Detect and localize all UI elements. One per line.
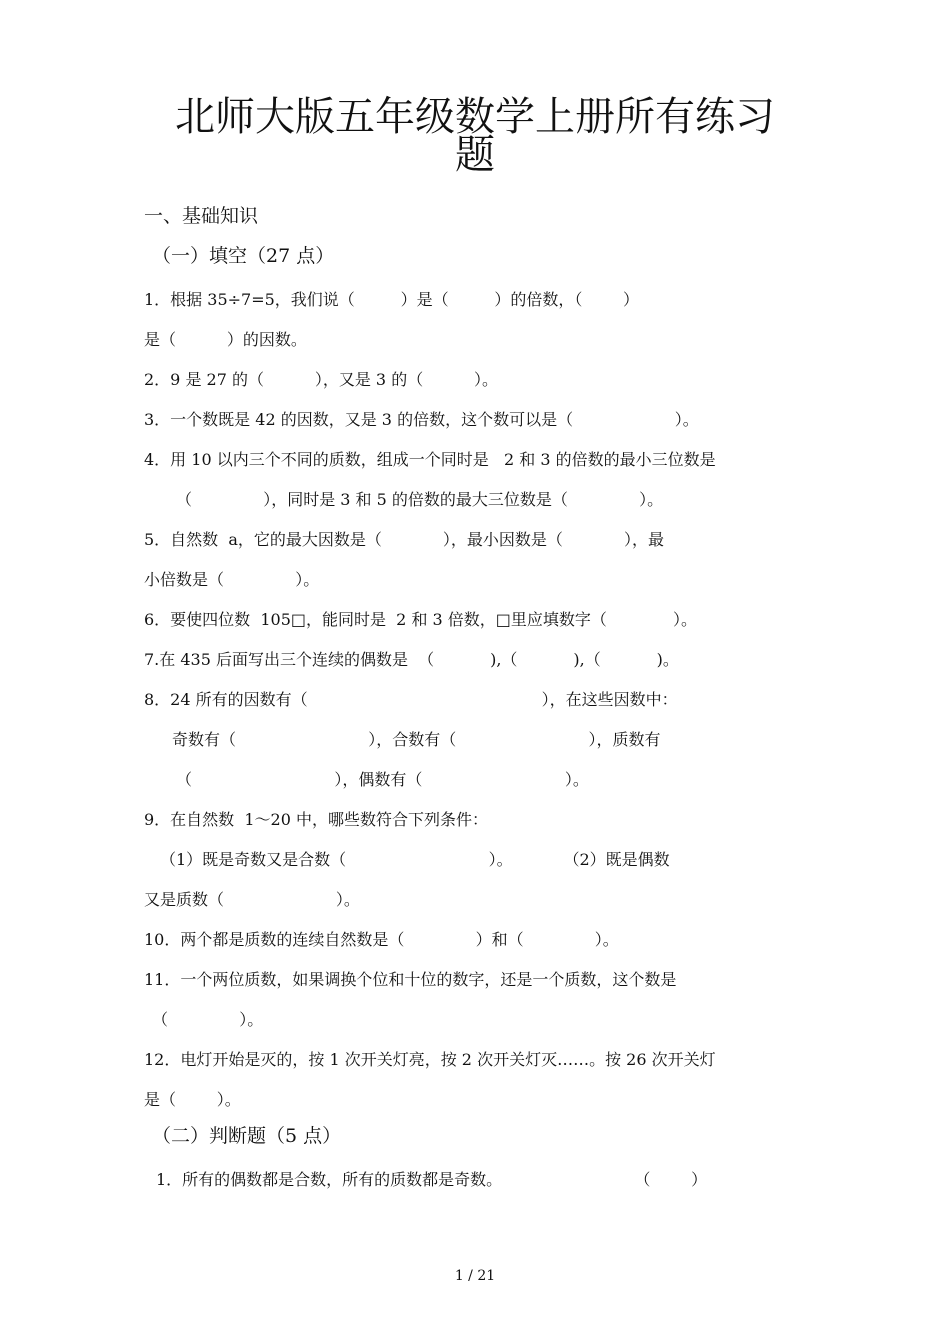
question-line: 10．两个都是质数的连续自然数是（ ）和（ ）。 <box>144 930 619 949</box>
question-line: 3．一个数既是 42 的因数，又是 3 的倍数，这个数可以是（ ）。 <box>144 410 699 429</box>
part-heading-fill-blank: （一）填空（27 点） <box>152 245 335 267</box>
question-line: （ ），同时是 3 和 5 的倍数的最大三位数是（ ）。 <box>176 490 664 509</box>
question-line: 4．用 10 以内三个不同的质数，组成一个同时是 2 和 3 的倍数的最小三位数是 <box>144 450 716 469</box>
question-line: 9．在自然数 1～20 中，哪些数符合下列条件： <box>144 810 488 829</box>
question-line: 11．一个两位质数，如果调换个位和十位的数字，还是一个质数，这个数是 <box>144 970 677 989</box>
question-line: （ ），偶数有（ ）。 <box>176 770 589 789</box>
page-number: 1 / 21 <box>454 1268 496 1284</box>
question-line: 6．要使四位数 105□，能同时是 2 和 3 倍数，□里应填数字（ ）。 <box>144 610 698 629</box>
question-line: 奇数有（ ），合数有（ ），质数有 <box>172 730 661 749</box>
question-line: 7.在 435 后面写出三个连续的偶数是 （ ),（ ),（ )。 <box>144 650 679 669</box>
question-line: 又是质数（ ）。 <box>144 890 360 909</box>
question-line: 5．自然数 a，它的最大因数是（ ），最小因数是（ ），最 <box>144 530 664 549</box>
question-line: 1．所有的偶数都是合数，所有的质数都是奇数。 （ ） <box>156 1170 708 1189</box>
question-line: （ ）。 <box>152 1010 264 1029</box>
question-line: 8．24 所有的因数有（ ），在这些因数中： <box>144 690 678 709</box>
page-title-line1: 北师大版五年级数学上册所有练习 <box>175 94 775 140</box>
question-line: 12．电灯开始是灭的，按 1 次开关灯亮，按 2 次开关灯灭……。按 26 次开关灯 <box>144 1050 716 1069</box>
question-line: 小倍数是（ ）。 <box>144 570 320 589</box>
section-heading-basics: 一、基础知识 <box>144 205 259 227</box>
part-heading-true-false: （二）判断题（5 点） <box>152 1125 342 1147</box>
question-line: 2．9 是 27 的（ ），又是 3 的（ ）。 <box>144 370 499 389</box>
page-title-line2: 题 <box>455 132 495 178</box>
question-line: 是（ ）。 <box>144 1090 241 1109</box>
question-line: 1．根据 35÷7=5，我们说（ ）是（ ）的倍数，（ ） <box>144 290 640 309</box>
question-line: 是（ ）的因数。 <box>144 330 307 349</box>
question-line: （1）既是奇数又是合数（ ）。 （2）既是偶数 <box>160 850 670 869</box>
